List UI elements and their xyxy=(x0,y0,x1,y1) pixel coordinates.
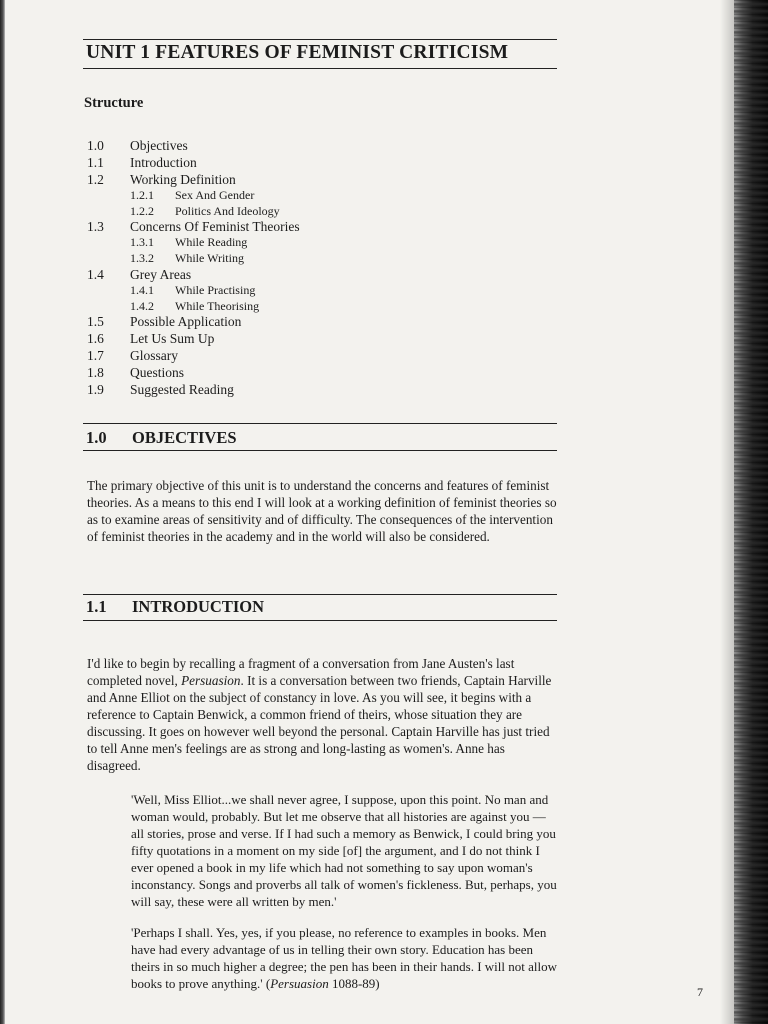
toc-subitem-politics-and-ideology: Politics And Ideology xyxy=(175,204,280,218)
citation-pages: 1088-89) xyxy=(328,976,380,991)
toc-number: 1.0 xyxy=(87,138,104,153)
toc-item-possible-application: Possible Application xyxy=(130,314,242,329)
toc-item-working-definition: Working Definition xyxy=(130,172,236,187)
introduction-bottom-rule xyxy=(83,620,557,621)
toc-subitem-while-reading: While Reading xyxy=(175,235,248,249)
book-binding-edge xyxy=(734,0,768,1024)
toc-sub-number: 1.4.1 xyxy=(130,283,154,297)
structure-label: Structure xyxy=(84,95,144,111)
block-quote-harville: 'Well, Miss Elliot...we shall never agree, I suppose, upon this point. No man and woman would, probably. But let me observe that all histories are against you — all stories, prose and verse. If I had such a memory as Benwick, I could bring you fifty quotations in a moment on my side [of] the argument, and I do not think I ever opened a book in my life which had not something to say upon woman's inconstancy. Songs and proverbs all talk of women's fickleness. But, perhaps, you will say, these were all written by men.' xyxy=(131,792,557,909)
toc-item-questions: Questions xyxy=(130,365,184,380)
toc-sub-number: 1.3.2 xyxy=(130,251,154,265)
toc-sub-number: 1.2.1 xyxy=(130,188,154,202)
toc-sub-number: 1.3.1 xyxy=(130,235,154,249)
introduction-top-rule xyxy=(83,594,557,595)
section-title: INTRODUCTION xyxy=(132,597,265,616)
toc-subitem-while-writing: While Writing xyxy=(175,251,244,265)
toc-item-objectives: Objectives xyxy=(130,138,188,153)
introduction-heading xyxy=(86,597,264,617)
quote-text: 'Perhaps I shall. Yes, yes, if you please, no reference to examples in books. Men have had every advantage of us in telling their own story. Education has been theirs in so much higher a degree; the pen has been in their hands. I will not allow books to prove anything.' ( xyxy=(131,925,557,991)
toc-sub-number: 1.2.2 xyxy=(130,204,154,218)
toc-number: 1.9 xyxy=(87,382,104,397)
title-top-rule xyxy=(83,39,557,40)
page-left-edge xyxy=(0,0,5,1024)
section-title: OBJECTIVES xyxy=(132,428,237,447)
paragraph-text: I'd like to begin by recalling a fragment of a conversation from Jane Austen's last completed novel, xyxy=(87,656,515,688)
section-number: 1.1 xyxy=(86,597,107,616)
toc-number: 1.7 xyxy=(87,348,104,363)
unit-title: UNIT 1 FEATURES OF FEMINIST CRITICISM xyxy=(86,42,509,63)
toc-subitem-while-practising: While Practising xyxy=(175,283,256,297)
block-quote-anne xyxy=(131,924,561,992)
novel-title: Persuasion xyxy=(181,673,241,688)
toc-number: 1.1 xyxy=(87,155,104,170)
toc-subitem-while-theorising: While Theorising xyxy=(175,299,260,313)
toc-item-grey-areas: Grey Areas xyxy=(130,267,192,282)
toc-number: 1.3 xyxy=(87,219,104,234)
objectives-top-rule xyxy=(83,423,557,424)
objectives-bottom-rule xyxy=(83,450,557,451)
page-number: 7 xyxy=(697,985,703,999)
toc-item-glossary: Glossary xyxy=(130,348,178,363)
toc-item-introduction: Introduction xyxy=(130,155,197,170)
objectives-paragraph: The primary objective of this unit is to understand the concerns and features of feminist theories. As a means to this end I will look at a working definition of feminist theories so as to examine areas of sensitivity and of difficulty. The consequences of the intervention of feminist theories in the academy and in the world will also be considered. xyxy=(87,478,557,544)
toc-number: 1.8 xyxy=(87,365,104,380)
toc-number: 1.2 xyxy=(87,172,104,187)
toc-item-suggested-reading: Suggested Reading xyxy=(130,382,234,397)
introduction-paragraph xyxy=(87,655,557,774)
toc-item-let-us-sum-up: Let Us Sum Up xyxy=(130,331,215,346)
toc-subitem-sex-and-gender: Sex And Gender xyxy=(175,188,255,202)
toc-number: 1.5 xyxy=(87,314,104,329)
toc-item-concerns: Concerns Of Feminist Theories xyxy=(130,219,300,234)
title-bottom-rule xyxy=(83,68,557,69)
binding-shadow xyxy=(720,0,734,1024)
citation-title: Persuasion xyxy=(270,976,329,991)
toc-sub-number: 1.4.2 xyxy=(130,299,154,313)
paragraph-text: . It is a conversation between two friends, Captain Harville and Anne Elliot on the subject of constancy in love. As you will see, it begins with a reference to Captain Benwick, a common friend of theirs, whose situation they are discussing. It goes on however well beyond the personal. Captain Harville has just tried to tell Anne men's feelings are as strong and long-lasting as women's. Anne has disagreed. xyxy=(87,673,552,773)
objectives-heading xyxy=(86,428,237,448)
section-number: 1.0 xyxy=(86,428,107,447)
toc-number: 1.4 xyxy=(87,267,104,282)
toc-number: 1.6 xyxy=(87,331,104,346)
